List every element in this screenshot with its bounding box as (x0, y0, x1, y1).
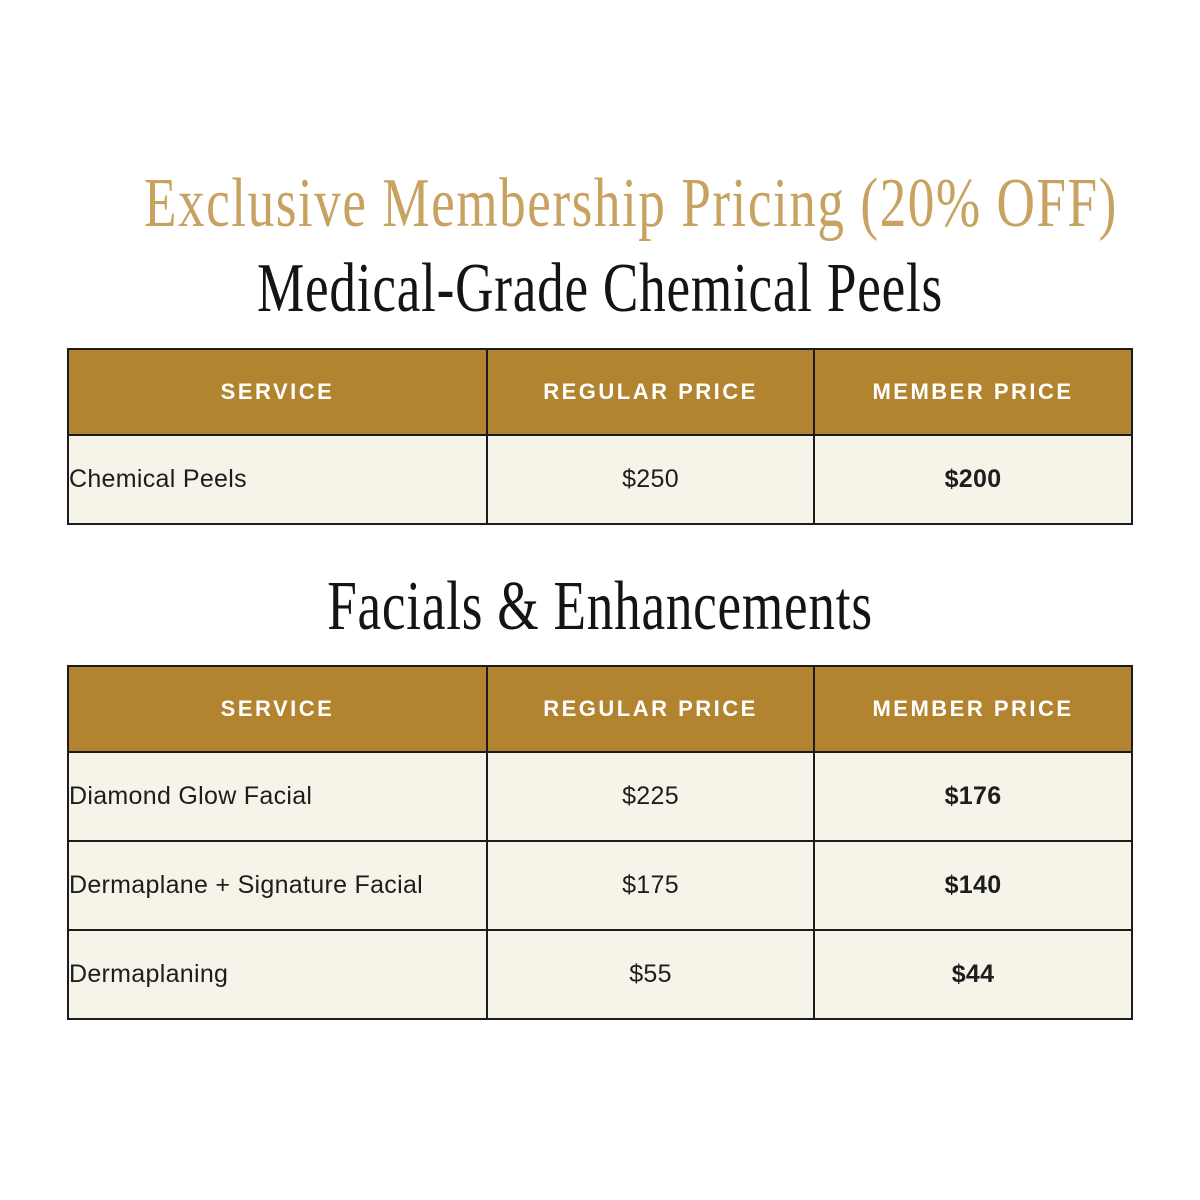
table-row (68, 752, 1132, 841)
table-row (68, 841, 1132, 930)
service-cell: Chemical Peels (68, 435, 487, 524)
table-row (68, 930, 1132, 1019)
column-header-service: SERVICE (68, 666, 487, 752)
member-price-cell: $200 (814, 435, 1132, 524)
column-header-regular-price: REGULAR PRICE (487, 666, 814, 752)
member-price-cell: $44 (814, 930, 1132, 1019)
column-header-service: SERVICE (68, 349, 487, 435)
table-header-row (68, 666, 1132, 752)
column-header-member-price: MEMBER PRICE (814, 349, 1132, 435)
regular-price-cell: $175 (487, 841, 814, 930)
member-price-cell: $176 (814, 752, 1132, 841)
member-price-cell: $140 (814, 841, 1132, 930)
facials-enhancements-table (67, 665, 1133, 1020)
column-header-regular-price: REGULAR PRICE (487, 349, 814, 435)
section-title-facials-enhancements: Facials & Enhancements (327, 568, 873, 645)
service-cell: Diamond Glow Facial (68, 752, 487, 841)
table-header-row (68, 349, 1132, 435)
regular-price-cell: $55 (487, 930, 814, 1019)
chemical-peels-table (67, 348, 1133, 525)
section-title-chemical-peels: Medical-Grade Chemical Peels (256, 250, 944, 327)
service-cell: Dermaplaning (68, 930, 487, 1019)
column-header-member-price: MEMBER PRICE (814, 666, 1132, 752)
regular-price-cell: $225 (487, 752, 814, 841)
service-cell: Dermaplane + Signature Facial (68, 841, 487, 930)
table-row (68, 435, 1132, 524)
page-title: Exclusive Membership Pricing (20% OFF) (144, 165, 1118, 242)
regular-price-cell: $250 (487, 435, 814, 524)
